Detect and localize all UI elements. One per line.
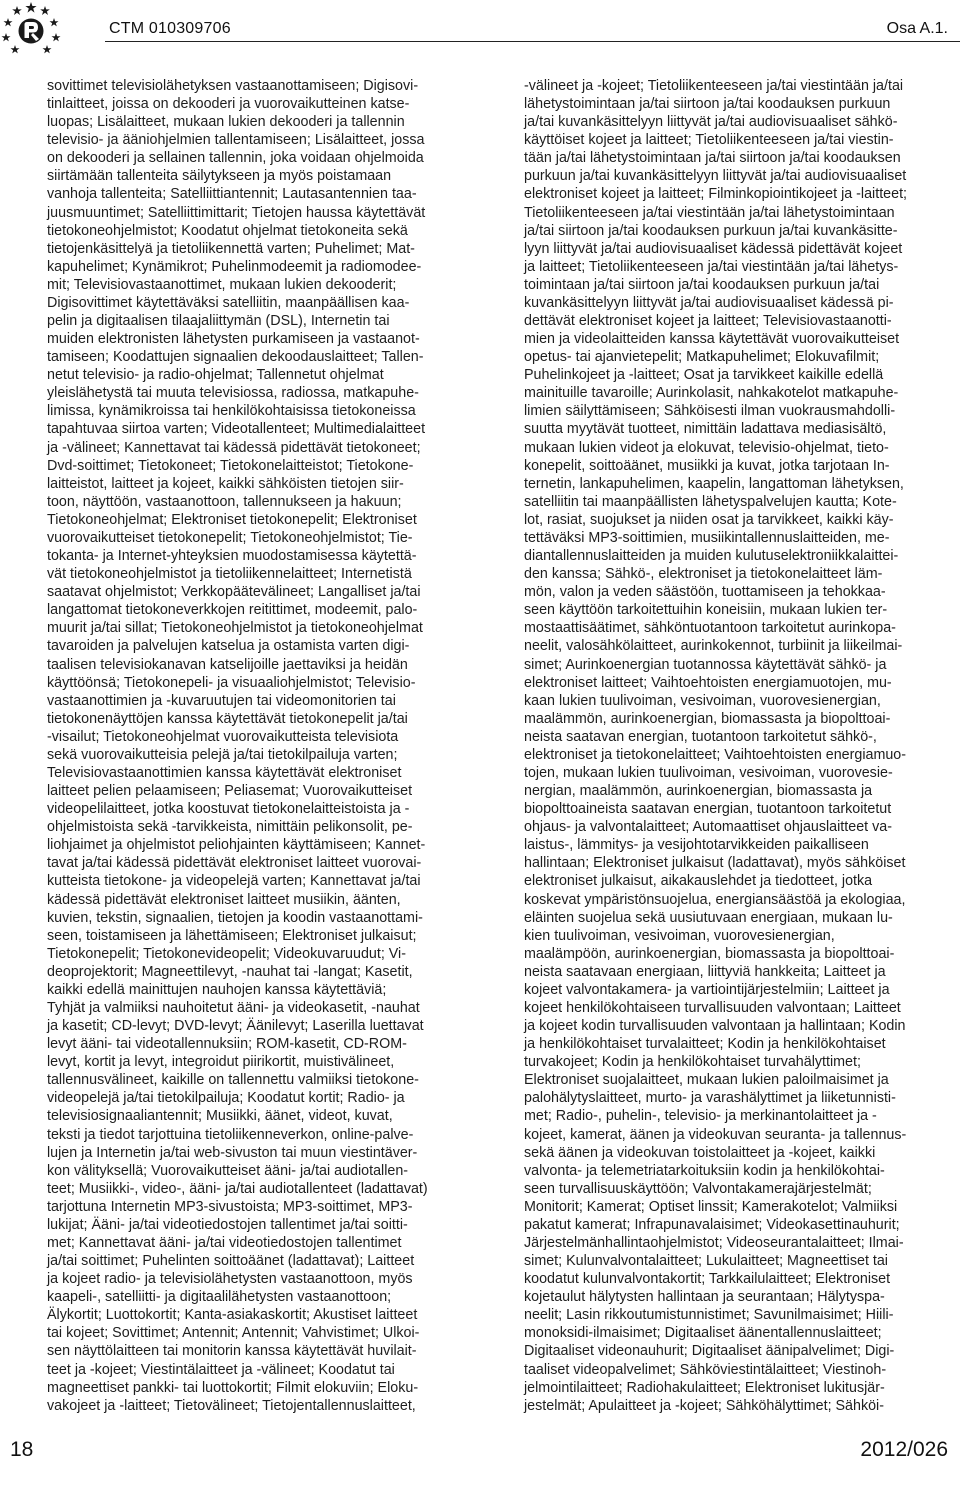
text-line: netut televisio- ja radio-ohjelmat; Tallennetut ohjelmat	[47, 367, 384, 384]
text-line: tettäväksi MP3-soittimien, musiikintallennuslaitteiden, me-	[524, 529, 890, 546]
text-line: videopelejä ja/tai tietokilpailuja; Koodatut kortit; Radio- ja	[47, 1090, 405, 1107]
text-line: lyyn liittyvät ja/tai audiovisuaaliset kädessä pidettävät kojeet	[524, 240, 903, 257]
text-line: videopelilaitteet, jotka koostuvat tietokonelaitteistoista ja -	[47, 801, 410, 818]
text-line: vät tietokoneohjelmistot ja tietoliikennelaitteet; Internetistä	[47, 566, 412, 583]
text-line: met; Kannettavat ääni- ja/tai videotiedostojen tallentimet	[47, 1235, 402, 1251]
text-line: televisio- ja ääniohjelmien tallentamiseen; Lisälaitteet, jossa	[47, 132, 425, 149]
text-line: suutta myytävät tuotteet, nimittäin ladattava mediasisältö,	[524, 421, 887, 438]
text-line: muiden elektronisten lähetysten purkamiseen ja vastaanot-	[47, 331, 420, 348]
text-line: jelmointilaitteet; Radiohakulaitteet; Elektroniset lukitusjär-	[524, 1379, 885, 1396]
text-line: elektroniset ja tietokonelaitteet; Vaihtoehtoisten energiamuo-	[524, 746, 907, 763]
text-line: -visailut; Tietokoneohjelmat vuorovaikutteista televisiota	[47, 728, 399, 745]
text-line: simet; Aurinkoenergian tuotannossa käytettävät sähkö- ja	[524, 656, 887, 673]
text-line: tinlaitteet, joissa on dekooderi ja vuorovaikutteinen katse-	[47, 96, 410, 113]
text-line: neelit; Lasin rikkoutumistunnistimet; Savunilmaisimet; Hiili-	[524, 1307, 894, 1324]
text-line: mien ja videolaitteiden kanssa käytettävät vuorovaikutteiset	[524, 331, 900, 348]
text-line: kuvankäsittelyyn liittyvät ja/tai audiovisuaaliset kädessä pi-	[524, 294, 894, 311]
text-line: kutteista tietokone- ja videopelejä varten; Kannettavat ja/tai	[47, 873, 421, 890]
section-label: Osa A.1.	[886, 20, 948, 37]
text-line: on dekooderi ja sellainen tallennin, joka voidaan ohjelmoida	[47, 150, 424, 167]
text-line: kojeet henkilökohtaiseen turvallisuuden valvontaan; Laitteet	[524, 999, 901, 1016]
text-line: met; Radio-, puhelin-, televisio- ja merkinantolaitteet ja -	[524, 1108, 877, 1125]
text-line: ja/tai soittimet; Puhelinten soittoäänet (ladattavat); Laitteet	[47, 1253, 415, 1270]
text-line: ja laitteet; Tietoliikenteeseen ja/tai viestintään ja/tai lähetys-	[524, 258, 899, 275]
text-line: ja henkilökohtaiset turvalaitteet; Kodin ja henkilökohtaiset	[524, 1036, 886, 1053]
text-line: Järjestelmänhallintaohjelmistot; Videoseurantalaitteet; Ilmai-	[524, 1235, 904, 1251]
text-line: tietokoneohjelmistot; Koodatut ohjelmat tietokoneita sekä	[47, 222, 408, 239]
text-line: muurit ja/tai sillat; Tietokoneohjelmistot ja tietokoneohjelmat	[47, 620, 423, 637]
text-line: kojeet, kamerat, äänen ja videokuvan seuranta- ja tallennus-	[524, 1126, 907, 1143]
text-line: juusmuuntimet; Satelliittimittarit; Tietojen haussa käytettävät	[47, 204, 426, 221]
text-line: kapuhelimet; Kynämikrot; Puhelinmodeemit ja radiomodee-	[47, 258, 422, 275]
text-line: toimintaan ja/tai siirtoon ja/tai koodauksen purkuun ja/tai	[524, 276, 880, 293]
page-number: 18	[10, 1438, 34, 1461]
text-line: lukijat; Ääni- ja/tai videotiedostojen tallentimet ja/tai soitti-	[47, 1216, 408, 1233]
text-line: levyt, kortit ja levyt, integroidut piirikortit, muistivälineet,	[47, 1054, 395, 1071]
text-line: ja kasetit; CD-levyt; DVD-levyt; Äänilevyt; Laserilla luettavat	[47, 1018, 424, 1035]
text-line: tään ja/tai lähetystoimintaan ja/tai siirtoon ja/tai koodauksen	[524, 150, 901, 167]
text-line: ja -välineet; Kannettavat tai kädessä pidettävät tietokoneet;	[47, 439, 421, 456]
text-line: den kanssa; Sähkö-, elektroniset ja tietokonelaitteet läm-	[524, 566, 883, 583]
text-line: tavat ja/tai kädessä pidettävät elektroniset laitteet vuorovai-	[47, 855, 422, 872]
text-line: tamiseen; Koodattujen signaalien dekoodauslaitteet; Tallen-	[47, 349, 424, 366]
text-line: lot, rasiat, suojukset ja niiden osat ja tarvikkeet, kaikki käy-	[524, 511, 894, 528]
text-line: diantallennuslaitteiden ja muiden kulutuselektroniikkalaittei-	[524, 548, 899, 565]
text-line: televisiosignaaliantennit; Musiikki, äänet, videot, kuvat,	[47, 1108, 393, 1125]
text-line: sen näyttölaitteen tai monitorin kanssa käytettävät huvilait-	[47, 1343, 417, 1360]
text-line: seen, toistamiseen ja lähettämiseen; Elektroniset julkaisut;	[47, 927, 417, 944]
text-line: seen käyttöön tarkoitettuihin koneisiin, mukaan lukien ter-	[524, 602, 888, 619]
text-line: ja kojeet kodin turvallisuuden valvontaan ja hallintaan; Kodin	[524, 1018, 906, 1035]
text-line: teet ja -kojeet; Viestintälaitteet ja -välineet; Koodatut tai	[47, 1361, 395, 1378]
text-line: simet; Kulunvalvontalaitteet; Lukulaitteet; Magneettiset tai	[524, 1253, 888, 1270]
text-line: Televisiovastaanottimien kanssa käytettävät elektroniset	[47, 764, 402, 781]
text-line: maalämpöön, aurinkoenergian, biomassasta ja biopolttoai-	[524, 945, 895, 962]
text-line: tarjottuna Internetin MP3-sivustoista; MP3-soittimet, MP3-	[47, 1198, 413, 1215]
text-line: vakojeet ja -laitteet; Tietovälineet; Tietojentallennuslaitteet,	[47, 1397, 416, 1414]
text-line: Elektroniset suojalaitteet, mukaan lukien paloilmaisimet ja	[524, 1072, 889, 1089]
text-line: elektroniset laitteet; Vaihtoehtoisten energiamuotojen, mu-	[524, 674, 892, 691]
text-line: mainituille tavaroille; Aurinkolasit, nahkakotelot matkapuhe-	[524, 385, 899, 402]
text-line: luopas; Lisälaitteet, mukaan lukien dekooderi ja tallennin	[47, 114, 405, 131]
text-line: tojen, mukaan lukien tuulivoiman, vesivoiman, vuorovesie-	[524, 764, 893, 781]
text-line: kädessä pidettävät elektroniset laitteet musiikin, äänten,	[47, 891, 401, 908]
text-line: tokanta- ja Internet-yhteyksien muodostamisessa käytettä-	[47, 548, 417, 565]
text-line: Tyhjät ja valmiiksi nauhoitetut ääni- ja videokasetit, -nauhat	[47, 999, 420, 1016]
text-line: pakatut kamerat; Infrapunavalaisimet; Videokasettinauhurit;	[524, 1216, 900, 1233]
issue-number: 2012/026	[860, 1438, 948, 1461]
text-line: mit; Televisiovastaanottimet, mukaan lukien dekooderit;	[47, 276, 397, 293]
text-line: sekä äänen ja videokuvan toistolaitteet ja -kojeet, kaikki	[524, 1144, 876, 1161]
text-line: satelliitin tai maanpäällisten lähetyspalvelujen kautta; Kote-	[524, 493, 897, 510]
header-divider	[105, 41, 960, 42]
text-line: jestelmät; Apulaitteet ja -kojeet; Sähköhälyttimet; Sähköi-	[524, 1397, 884, 1414]
text-line: Tietokonepelit; Tietokonevideopelit; Videokuvaruudut; Vi-	[47, 945, 406, 962]
text-line: taalisen televisiokanavan katselijoille jaettaviksi ja heidän	[47, 656, 408, 673]
text-line: vastaanottimien ja -kuvaruutujen tai videomonitorien tai	[47, 692, 396, 709]
text-line: monoksidi-ilmaisimet; Digitaaliset äänentallennuslaitteet;	[524, 1325, 882, 1342]
text-line: lähetystoimintaan ja/tai siirtoon ja/tai koodauksen purkuun	[524, 96, 891, 113]
text-line: seen turvallisuuskäyttöön; Valvontakamerajärjestelmät;	[524, 1180, 872, 1197]
text-line: limien säilyttämiseen; Sähköisesti ilman vuokrausmahdolli-	[524, 403, 896, 420]
text-line: lujen ja Internetin ja/tai web-sivuston tai muun viestintäver-	[47, 1144, 418, 1161]
text-line: yleislähetystä tai muuta televisiossa, radiossa, matkapuhe-	[47, 385, 419, 402]
text-line: toon, näyttöön, vastaanottoon, tallennukseen ja hakuun;	[47, 493, 402, 510]
text-line: maalämmön, aurinkoenergian, biomassasta ja biopolttoai-	[524, 710, 891, 727]
text-line: kojeet valvontakamera- ja vartiointijärjestelmiin; Laitteet ja	[524, 981, 890, 998]
text-line: tavaroiden ja palvelujen katselua ja ostamista varten digi-	[47, 638, 410, 655]
text-line: -välineet ja -kojeet; Tietoliikenteeseen ja/tai viestintään ja/tai	[524, 78, 904, 94]
text-line: ja kojeet radio- ja televisiolähetysten vastaanottoon, myös	[47, 1271, 413, 1288]
text-line: Tietoliikenteeseen ja/tai viestintään ja/tai lähetystoimintaan	[524, 204, 895, 221]
text-line: tai kojeet; Sovittimet; Antennit; Antennit; Vahvistimet; Ulkoi-	[47, 1325, 420, 1342]
text-line: purkuun ja/tai kuvankäsittelyyn liittyvät ja/tai audiovisuaaliset	[524, 168, 907, 185]
text-line: ohjaus- ja valvontalaitteet; Automaattiset ohjauslaitteet va-	[524, 819, 892, 836]
text-line: taaliset videopalvelimet; Sähköviestintälaitteet; Viestinoh-	[524, 1361, 887, 1378]
right-text-column	[524, 77, 926, 1415]
text-line: nergian, maalämmön, aurinkoenergian, biomassasta ja	[524, 783, 873, 800]
text-line: levyt ääni- tai videotallennuksiin; ROM-kasetit, CD-ROM-	[47, 1036, 407, 1053]
text-line: laistus-, lämmitys- ja vesijohtotarvikkeiden paikalliseen	[524, 837, 869, 854]
text-line: käyttöiset kojeet ja laitteet; Tietoliikenteeseen ja/tai viestin-	[524, 132, 894, 149]
euipo-logo	[0, 0, 62, 58]
text-line: kaapeli-, satelliitti- ja digitaalilähetysten vastaanottoon;	[47, 1289, 392, 1306]
text-line: elektroniset julkaisut, aikakauslehdet ja tiedotteet, jotka	[524, 873, 873, 890]
text-line: eläinten suojelua sekä uusiutuvaan energiaan, mukaan lu-	[524, 909, 893, 926]
text-line: teet; Musiikki-, video-, ääni- ja/tai audiotallenteet (ladattavat)	[47, 1180, 428, 1197]
text-line: deoprojektorit; Magneettilevyt, -nauhat tai -langat; Kasetit,	[47, 963, 413, 980]
text-line: elektroniset kojeet ja laitteet; Filminkopiointikojeet ja -laitteet;	[524, 186, 908, 203]
text-line: opetus- tai ajanvietepelit; Matkapuhelimet; Elokuvafilmit;	[524, 349, 880, 366]
text-line: ternetin, lankapuhelimen, kaapelin, langattoman lähetyksen,	[524, 475, 904, 492]
text-line: Puhelinkojeet ja -laitteet; Osat ja tarvikkeet kaikille edellä	[524, 367, 884, 384]
publication-code: CTM 010309706	[109, 20, 231, 37]
text-line: saatavat ohjelmistot; Verkkopäätevälineet; Langalliset ja/tai	[47, 584, 421, 601]
text-line: limissa, kynämikroissa tai henkilökohtaisissa tietokoneissa	[47, 403, 416, 420]
text-line: turvakojeet; Kodin ja henkilökohtaiset turvahälyttimet;	[524, 1054, 861, 1071]
text-line: ja/tai siirtoon ja/tai koodauksen purkuun ja/tai kuvankäsitte-	[524, 222, 898, 239]
text-line: teksti ja tiedot tarjottuina tietoliikenneverkon, online-palve-	[47, 1126, 414, 1143]
text-line: pelin ja digitaalisen tilaajaliittymän (DSL), Internetin tai	[47, 313, 390, 330]
text-line: Älykortit; Luottokortit; Kanta-asiakaskortit; Akustiset laitteet	[47, 1307, 418, 1324]
text-line: koodatut kulunvalvontakortit; Tarkkailulaitteet; Elektroniset	[524, 1271, 891, 1288]
text-line: Digisovittimet käytettäväksi satelliitin, maanpäällisen kaa-	[47, 294, 410, 311]
text-line: laitteet pelien pelaamiseen; Peliasemat; Vuorovaikutteiset	[47, 783, 413, 800]
text-line: Digitaaliset videonauhurit; Digitaaliset äänipalvelimet; Digi-	[524, 1343, 895, 1360]
left-text-column	[47, 77, 440, 1415]
text-line: siirtämään tallenteita säilytykseen ja myös poistamaan	[47, 168, 392, 185]
text-line: langattomat tietokoneverkkojen reitittimet, modeemit, palo-	[47, 602, 418, 619]
text-line: Tietokoneohjelmat; Elektroniset tietokonepelit; Elektroniset	[47, 511, 417, 528]
text-line: tietokonenäyttöjen kanssa käytettävät tietokonepelit ja/tai	[47, 710, 408, 727]
text-line: biopolttoaineista saatavan energian, tuotantoon tarkoitetut	[524, 801, 892, 818]
text-line: palohälytyslaitteet, murto- ja varashälyttimet ja liiketunnisti-	[524, 1090, 896, 1107]
text-line: Monitorit; Kamerat; Optiset linssit; Kamerakotelot; Valmiiksi	[524, 1198, 898, 1215]
text-line: mostaattisäätimet, sähköntuotantoon tarkoitetut aurinkopa-	[524, 620, 896, 637]
text-line: ja/tai kuvankäsittelyyn liittyvät ja/tai audiovisuaaliset sähkö-	[524, 114, 898, 131]
text-line: valvonta- ja telemetriatarkoituksiin kodin ja henkilökohtai-	[524, 1162, 885, 1179]
text-line: tallennusvälineet, kaikille on tallennettu valmiiksi tietokone-	[47, 1072, 419, 1089]
text-line: kien tuulivoiman, vesivoiman, vuorovesienergian,	[524, 927, 835, 944]
text-line: vanhoja tallenteita; Satelliittiantennit; Lautasantennien taa-	[47, 186, 417, 203]
text-line: mukaan lukien videot ja elokuvat, televisio-ohjelmat, tieto-	[524, 439, 889, 456]
text-line: magneettiset pankki- tai luottokortit; Filmit elokuviin; Eloku-	[47, 1379, 419, 1396]
text-line: käyttöönsä; Tietokonepeli- ja visuaaliohjelmistot; Televisio-	[47, 674, 416, 691]
text-line: konepelit, soittoäänet, musiikki ja kuvat, jotka tarjotaan In-	[524, 457, 890, 474]
text-line: sekä vuorovaikutteisia pelejä ja/tai tietokilpailuja varten;	[47, 746, 398, 763]
text-line: neista saatavaan energiaan, liittyviä hankkeita; Laitteet ja	[524, 963, 886, 980]
text-line: kojetaulut hälytysten hallintaan ja seurantaan; Hälytyspa-	[524, 1289, 885, 1306]
text-line: sovittimet televisiolähetyksen vastaanottamiseen; Digisovi-	[47, 78, 419, 94]
text-line: dettävät elektroniset kojeet ja laitteet; Televisiovastaanotti-	[524, 313, 892, 330]
text-line: kuvien, tekstin, signaalien, tietojen ja koodin vastaanottami-	[47, 909, 423, 926]
text-line: neista saatavan energian, tuotantoon tarkoitetut sähkö-,	[524, 728, 877, 745]
text-line: kaikki edellä mainittujen nauhojen kanssa käytettäviä;	[47, 981, 387, 998]
text-line: neelit, valosähkölaitteet, aurinkokennot, turbiinit ja liikeilmai-	[524, 638, 903, 655]
text-line: vuorovaikutteiset tietokonepelit; Tietokoneohjelmistot; Tie-	[47, 529, 413, 546]
text-line: liohjaimet ja ohjelmistot peliohjainten käyttämiseen; Kannet-	[47, 837, 426, 854]
text-line: laitteistot, laitteet ja kojeet, kaikki sähköisten tietojen siir-	[47, 475, 404, 492]
text-line: tietojenkäsittelyä ja tietoliikennettä varten; Puhelimet; Mat-	[47, 240, 415, 257]
text-line: koskevat ympäristönsuojelua, energiansäästöä ja ekologiaa,	[524, 891, 906, 908]
text-line: ohjelmistoista sekä -tarvikkeista, nimittäin pelikonsolit, pe-	[47, 819, 413, 836]
text-line: tapahtuvaa siirtoa varten; Videotallenteet; Multimedialaitteet	[47, 421, 426, 438]
text-line: mön, valon ja veden säästöön, tuottamiseen ja tehokkaa-	[524, 584, 886, 601]
text-line: kaan lukien tuulivoiman, vesivoiman, vuorovesienergian,	[524, 692, 881, 709]
text-line: Dvd-soittimet; Tietokoneet; Tietokonelaitteistot; Tietokone-	[47, 457, 414, 474]
text-line: hallintaan; Elektroniset julkaisut (ladattavat), myös sähköiset	[524, 855, 906, 872]
text-line: kon välityksellä; Vuorovaikutteiset ääni- ja/tai audiotallen-	[47, 1162, 409, 1179]
